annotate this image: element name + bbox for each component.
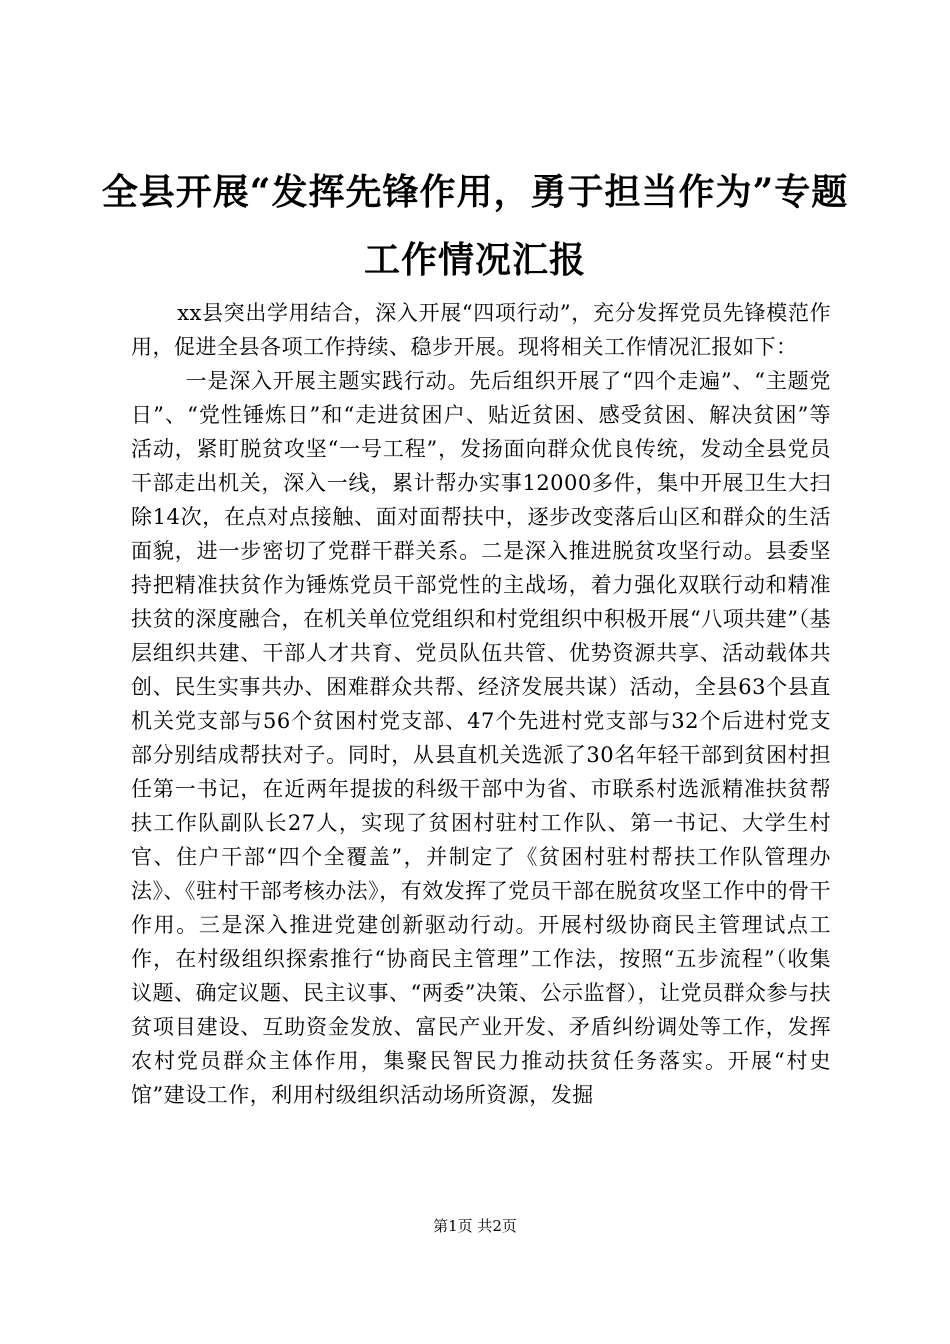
document-title: 全县开展“发挥先锋作用，勇于担当作为”专题工作情况汇报 — [101, 171, 849, 281]
intro-paragraph: xx县突出学用结合，深入开展“四项行动”，充分发挥党员先锋模范作用，促进全县各项工作持续、稳步开展。现将相关工作情况汇报如下： — [131, 301, 831, 359]
page-number-footer: 第1页 共2页 — [433, 1217, 517, 1235]
main-paragraph: 一是深入开展主题实践行动。先后组织开展了“四个走遍”、“主题党日”、“党性锤炼日”和“走进贫困户、贴近贫困、感受贫困、解决贫困”等活动，紧盯脱贫攻坚“一号工程”，发扬面向群众优良传统，发动全县党员干部走出机关，深入一线，累计帮办实事12000多件，集中开展卫生大扫除14次，在点对点接触、面对面帮扶中，逐步改变落后山区和群众的生活面貌，进一步密切了党群干群关系。二是深入推进脱贫攻坚行动。县委坚持把精准扶贫作为锤炼党员干部党性的主战场，着力强化双联行动和精准扶贫的深度融合，在机关单位党组织和村党组织中积极开展“八项共建”（基层组织共建、干部人才共育、党员队伍共管、优势资源共享、活动载体共创、民生实事共办、困难群众共帮、经济发展共谋）活动，全县63个县直机关党支部与56个贫困村党支部、47个先进村党支部与32个后进村党支部分别结成帮扶对子。同时，从县直机关选派了30名年轻干部到贫困村担任第一书记，在近两年提拔的科级干部中为省、市联系村选派精准扶贫帮扶工作队副队长27人，实现了贫困村驻村工作队、第一书记、大学生村官、住户干部“四个全覆盖”，并制定了《贫困村驻村帮扶工作队管理办法》、《驻村干部考核办法》，有效发挥了党员干部在脱贫攻坚工作中的骨干作用。三是深入推进党建创新驱动行动。开展村级协商民主管理试点工作，在村级组织探索推行“协商民主管理”工作法，按照“五步流程”（收集议题、确定议题、民主议事、“两委”决策、公示监督），让党员群众参与扶贫项目建设、互助资金发放、富民产业开发、矛盾纠纷调处等工作，发挥农村党员群众主体作用，集聚民智民力推动扶贫任务落实。开展“村史馆”建设工作，利用村级组织活动场所资源，发掘 — [131, 369, 831, 1107]
document-body — [131, 296, 831, 1112]
